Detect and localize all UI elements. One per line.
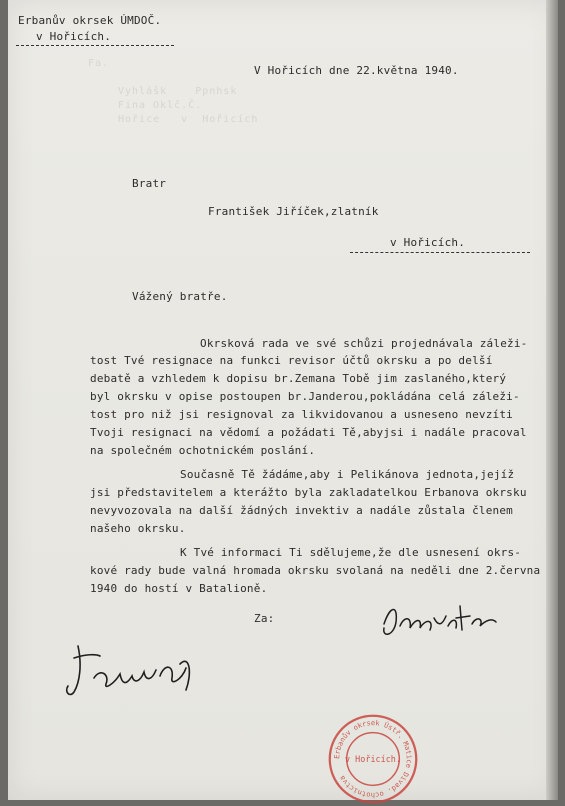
body-line: na společném ochotnickém poslání. — [90, 444, 316, 457]
handwritten-signature-right — [376, 596, 506, 646]
recipient-title: Bratr — [132, 177, 167, 190]
page-edge-shadow — [546, 0, 558, 800]
body-line: Okrsková rada ve své schůzi projednávala záleži- — [200, 337, 528, 350]
recipient-place: v Hořicích. — [390, 236, 466, 249]
signature-label: Za: — [254, 612, 275, 625]
body-line: debatě a vzhledem k dopisu br.Zemana Tobě jim zaslaného,který — [90, 372, 507, 385]
body-line: 1940 do hostí v Batalioně. — [90, 582, 268, 595]
org-name: Erbanův okrsek ÚMDOČ. — [18, 14, 162, 27]
document-page — [8, 0, 558, 800]
header-underline — [16, 45, 174, 46]
body-line: Současně Tě žádáme,aby i Pelikánova jednota,jejíž — [180, 468, 515, 481]
body-line: našeho okrsku. — [90, 522, 186, 535]
body-line: kové rady bude valná hromada okrsku svolaná na neděli dne 2.června — [90, 564, 541, 577]
bleed-through-line: Fina Oklč.Č. — [118, 100, 203, 111]
body-line: Tvoji resignaci na vědomí a požádati Tě,abyjsi i nadále pracoval — [90, 426, 527, 439]
recipient-underline — [350, 252, 530, 253]
date-line: V Hořicích dne 22.května 1940. — [254, 64, 459, 77]
red-stamp-seal — [326, 712, 420, 806]
bleed-through-line: Fa. — [88, 58, 110, 69]
body-line: tost Tvé resignace na funkci revisor účtů okrsku a po delší — [90, 354, 493, 367]
org-town: v Hořicích. — [36, 30, 112, 43]
body-line: tost pro niž jsi resignoval za likvidovanou a usneseno nevzíti — [90, 408, 513, 421]
bleed-through-line: Hořice v Hořicích — [118, 114, 259, 125]
svg-text:Erbanův okrsek Ústř. Matice Di: Erbanův okrsek Ústř. Matice Divad. ochotnictva — [332, 718, 414, 800]
body-line: jsi představitelem a kterážto byla zakladatelkou Erbanova okrsku — [90, 486, 527, 499]
svg-text:v Hořicích.: v Hořicích. — [345, 753, 401, 764]
bleed-through-line: Vyhlášk Ppnhsk — [118, 86, 238, 97]
body-line: byl okrsku v opise postoupen br.Janderou,pokládána celá záleži- — [90, 390, 520, 403]
recipient-name: František Jiříček,zlatník — [208, 205, 379, 218]
body-line: K Tvé informaci Ti sdělujeme,že dle usnesení okrs- — [180, 546, 522, 559]
salutation: Vážený bratře. — [132, 290, 228, 303]
handwritten-signature-left — [60, 634, 210, 714]
body-line: nevyvozovala na další žádných invektiv a nadále zůstala členem — [90, 504, 513, 517]
